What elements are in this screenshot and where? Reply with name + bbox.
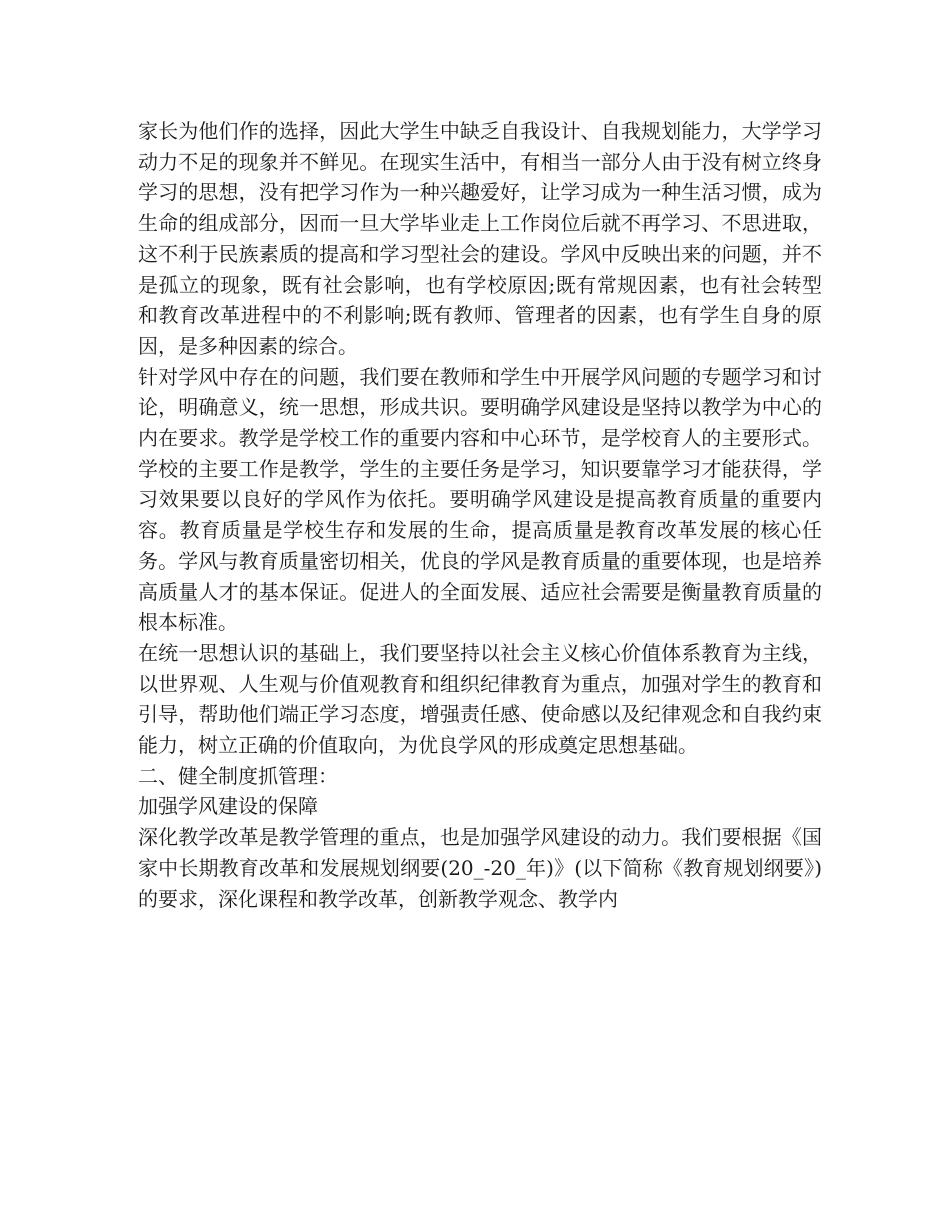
paragraph-2: 针对学风中存在的问题，我们要在教师和学生中开展学风问题的专题学习和讨论，明确意义，统一思想，形成共识。要明确学风建设是坚持以教学为中心的内在要求。教学是学校工作的重要内容和中心环节，是学校育人的主要形式。学校的主要工作是教学，学生的主要任务是学习，知识要靠学习才能获得，学习效果要以良好的学风作为依托。要明确学风建设是提高教育质量的重要内容。教育质量是学校生存和发展的生命，提高质量是教育改革发展的核心任务。学风与教育质量密切相关，优良的学风是教育质量的重要体现，也是培养高质量人才的基本保证。促进人的全面发展、适应社会需要是衡量教育质量的根本标准。: [138, 364, 822, 635]
paragraph-4: 深化教学改革是教学管理的重点，也是加强学风建设的动力。我们要根据《国家中长期教育改革和发展规划纲要(20_-20_年)》(以下简称《教育规划纲要》)的要求，深化课程和教学改革，创新教学观念、教学内: [138, 825, 822, 911]
paragraph-1: 家长为他们作的选择，因此大学生中缺乏自我设计、自我规划能力，大学学习动力不足的现象并不鲜见。在现实生活中，有相当一部分人由于没有树立终身学习的思想，没有把学习作为一种兴趣爱好，让学习成为一种生活习惯，成为生命的组成部分，因而一旦大学毕业走上工作岗位后就不再学习、不思进取，这不利于民族素质的提高和学习型社会的建设。学风中反映出来的问题，并不是孤立的现象，既有社会影响，也有学校原因;既有常规因素，也有社会转型和教育改革进程中的不利影响;既有教师、管理者的因素，也有学生自身的原因，是多种因素的综合。: [138, 119, 822, 358]
document-body: [138, 116, 822, 914]
section-subheading: 加强学风建设的保障: [138, 794, 318, 819]
section-heading: 二、健全制度抓管理：: [138, 763, 338, 788]
paragraph-3: 在统一思想认识的基础上，我们要坚持以社会主义核心价值体系教育为主线，以世界观、人生观与价值观教育和组织纪律教育为重点，加强对学生的教育和引导，帮助他们端正学习态度，增强责任感、使命感以及纪律观念和自我约束能力，树立正确的价值取向，为优良学风的形成奠定思想基础。: [138, 640, 822, 758]
